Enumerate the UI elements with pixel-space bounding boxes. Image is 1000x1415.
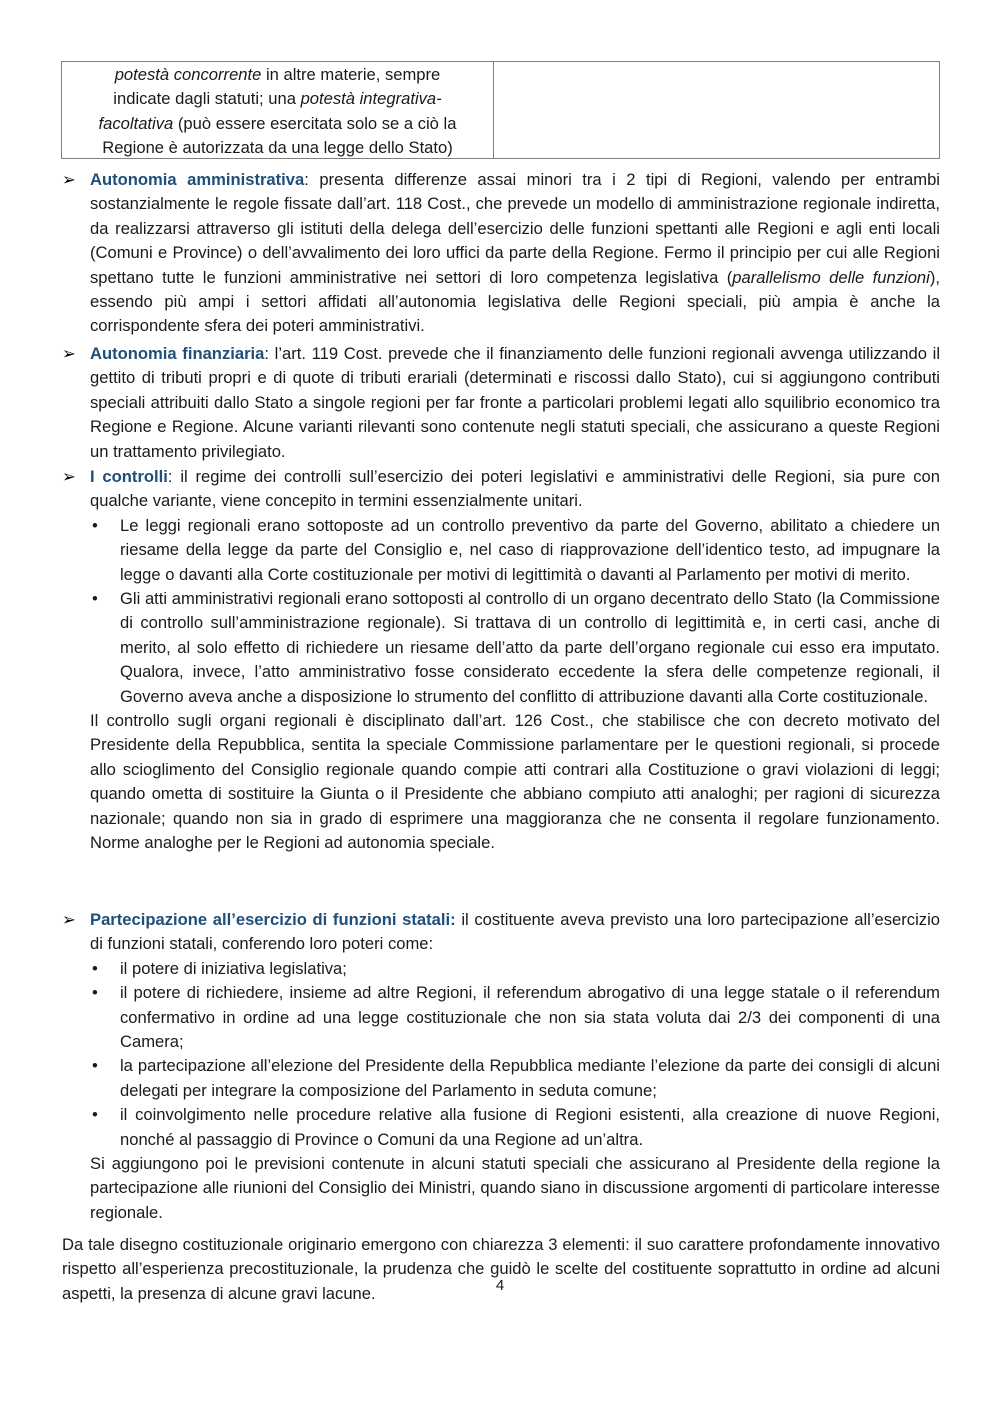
bullet-list — [62, 514, 940, 709]
arrow-bullet-icon: ➢ — [62, 170, 76, 189]
table-text: Regione è autorizzata da una legge dello Stato) — [102, 138, 453, 158]
section-body — [90, 342, 940, 464]
page-number: 4 — [495, 1277, 505, 1294]
bullet-list — [62, 957, 940, 1152]
table-fragment — [61, 61, 940, 159]
list-item — [62, 981, 940, 1054]
italic-term: potestà integrativa- — [300, 89, 442, 109]
list-item — [62, 587, 940, 709]
final-paragraph: Da tale disegno costituzionale originario emergono con chiarezza 3 elementi: il suo carattere profondamente innovativo rispetto all’esperienza precostituzionale, la prudenza che guidò le scelte del costituente soprattutto in ordine ad alcuni aspetti, la presenza di alcune gravi lacune. — [62, 1235, 940, 1303]
section-body — [90, 465, 940, 514]
section-autonomia-amministrativa — [62, 168, 940, 339]
section-heading: I controlli — [90, 467, 168, 486]
list-item-text: il potere di richiedere, insieme ad altre Regioni, il referendum abrogativo di una legge statale o il referendum confermativo in ordine ad una legge costituzionale che non sia stata voluta dai 2/3 dei componenti di una Camera; — [120, 983, 940, 1052]
section-text: : l’art. 119 Cost. prevede che il finanziamento delle funzioni regionali avvenga utilizzando il gettito di tributi propri e di quote di tributi erariali (determinati e riscossi dallo Stato), cui si aggiungono contributi speciali attribuiti dallo Stato a singole regioni per far fronte a particolari problemi legati allo squilibrio economico tra Regione e Regione. Alcune varianti rilevanti sono contenute negli statuti speciali, che assicurano a queste Regioni un trattamento privilegiato. — [90, 344, 941, 461]
table-line — [62, 87, 493, 111]
bullet-icon: • — [92, 983, 98, 1003]
table-line — [62, 63, 493, 87]
table-cell-left — [62, 62, 494, 158]
list-item-text: la partecipazione all’elezione del Presidente della Repubblica mediante l’elezione da parte dei consigli di alcuni delegati per integrare la composizione del Parlamento in seduta comune; — [120, 1056, 940, 1100]
list-item-text: Le leggi regionali erano sottoposte ad un controllo preventivo da parte del Governo, abilitato a chiedere un riesame della legge da parte del Consiglio e, nel caso di riapprovazione dell’identico testo, ad impugnare la legge o davanti alla Corte costituzionale per motivi di legittimità o davanti al Parlamento per motivi di merito. — [120, 515, 940, 584]
table-text: indicate dagli statuti; una — [113, 89, 301, 109]
table-line — [62, 112, 493, 136]
list-item — [62, 1103, 940, 1152]
table-cell-right — [494, 62, 939, 158]
arrow-bullet-icon: ➢ — [62, 467, 76, 486]
list-item-text: il potere di iniziativa legislativa; — [120, 958, 347, 978]
section-closing: Il controllo sugli organi regionali è disciplinato dall’art. 126 Cost., che stabilisce che con decreto motivato del Presidente della Repubblica, sentita la speciale Commissione parlamentare per le questioni regionali, si procede allo scioglimento del Consiglio regionale quando compie atti contrari alla Costituzione o gravi violazioni di leggi; quando ometta di sostituire la Giunta o il Presidente che abbiano compiuto atti analoghi; per ragioni di sicurezza nazionale; quando non sia in grado di esprimere una maggioranza che ne consenta il regolare funzionamento. Norme analoghe per le Regioni ad autonomia speciale. — [90, 711, 940, 853]
section-text: il costituente aveva previsto una loro partecipazione all’esercizio di funzioni statali, conferendo loro poteri come: — [90, 910, 941, 954]
italic-term: parallelismo delle funzioni — [732, 267, 930, 287]
section-body — [90, 168, 940, 339]
list-item — [62, 1054, 940, 1103]
list-item — [62, 957, 940, 981]
section-text: ), essendo più ampi i settori affidati all’autonomia legislativa delle Regioni speciali, più ampia è anche la corrispondente sfera dei poteri amministrativi. — [90, 267, 940, 336]
section-text: : presenta differenze assai minori tra i 2 tipi di Regioni, valendo per entrambi sostanzialmente le regole fissate dall’art. 118 Cost., che prevede un modello di amministrazione regionale indiretta, da realizzarsi attraverso gli istituti della delega dell’esercizio delle funzioni spettanti alle Regioni e agli enti locali (Comuni e Province) o dell’avvalimento dei loro uffici da parte della Regione. Fermo il principio per cui alle Regioni spettano tutte le funzioni amministrative nei settori di loro competenza legislativa ( — [90, 170, 940, 287]
bullet-icon: • — [92, 1056, 98, 1076]
bullet-icon: • — [92, 958, 98, 978]
bullet-icon: • — [92, 589, 98, 609]
list-item-text: il coinvolgimento nelle procedure relative alla fusione di Regioni esistenti, alla creazione di nuove Regioni, nonché al passaggio di Province o Comuni da una Regione ad un’altra. — [120, 1105, 940, 1149]
arrow-bullet-icon: ➢ — [62, 344, 76, 363]
section-heading: Autonomia finanziaria — [90, 344, 265, 363]
italic-term: potestà concorrente — [114, 65, 262, 84]
section-partecipazione — [62, 908, 940, 1225]
bullet-icon: • — [92, 1105, 98, 1125]
italic-term: facoltativa — [98, 113, 174, 133]
table-text: in altre materie, sempre — [261, 65, 441, 84]
section-controlli — [62, 465, 940, 856]
section-text: : il regime dei controlli sull’esercizio dei poteri legislativi e amministrativi delle Regioni, sia pure con qualche variante, viene concepito in termini essenzialmente unitari. — [90, 467, 941, 511]
section-autonomia-finanziaria — [62, 342, 940, 464]
section-heading: Partecipazione all’esercizio di funzioni statali: — [90, 910, 456, 929]
section-heading: Autonomia amministrativa — [90, 170, 305, 189]
list-item — [62, 514, 940, 587]
arrow-bullet-icon: ➢ — [62, 910, 76, 929]
table-line — [62, 136, 493, 160]
table-text: (può essere esercitata solo se a ciò la — [173, 113, 457, 133]
bullet-icon: • — [92, 515, 98, 535]
section-body — [90, 908, 940, 957]
section-closing: Si aggiungono poi le previsioni contenute in alcuni statuti speciali che assicurano al Presidente della regione la partecipazione alle riunioni del Consiglio dei Ministri, quando siano in discussione argomenti di particolare interesse regionale. — [90, 1154, 940, 1222]
list-item-text: Gli atti amministrativi regionali erano sottoposti al controllo di un organo decentrato dello Stato (la Commissione di controllo sull’amministrazione regionale). Si trattava di un controllo di legittimità e, in certi casi, anche di merito, al solo effetto di richiedere un riesame dell’atto da parte dell’organo regionale cui esso era imputato. Qualora, invece, l’atto amministrativo fosse considerato eccedente la sfera delle competenze regionali, il Governo aveva anche a disposizione lo strumento del conflitto di attribuzione davanti alla Corte costituzionale. — [120, 589, 940, 706]
